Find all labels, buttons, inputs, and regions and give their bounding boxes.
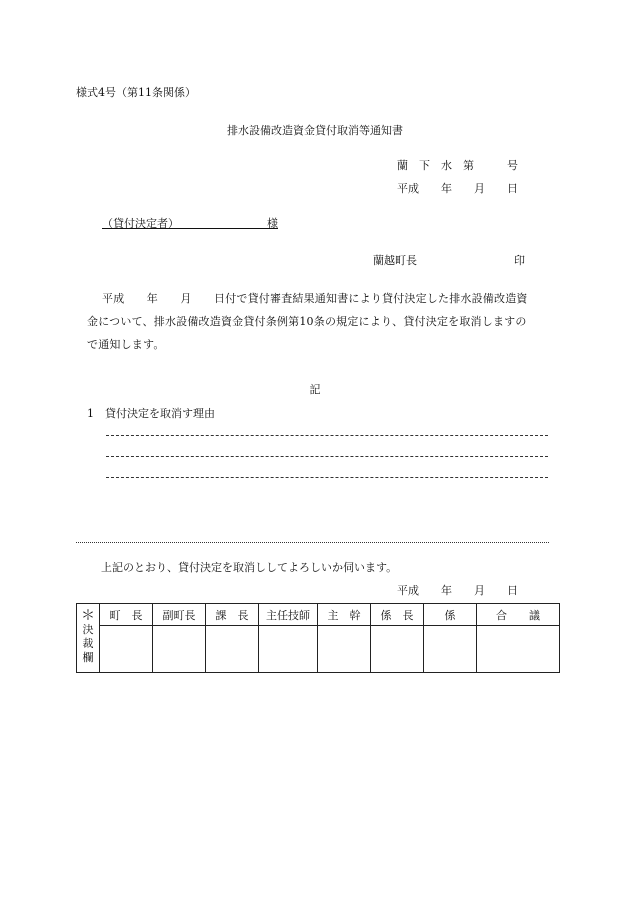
reason-line-1[interactable] bbox=[106, 435, 548, 436]
side-label-text: 決 裁 欄 bbox=[82, 623, 94, 664]
cut-line bbox=[76, 542, 549, 543]
reference-number: 蘭 下 水 第 号 bbox=[397, 159, 518, 172]
reason-line-2[interactable] bbox=[106, 456, 548, 457]
body-line-2: 金について、排水設備改造資金貸付条例第10条の規定により、貸付決定を取消しますの bbox=[87, 315, 527, 328]
form-number: 様式4号（第11条関係） bbox=[76, 86, 196, 99]
header-deputy-mayor: 副町長 bbox=[153, 604, 206, 626]
addressee bbox=[102, 215, 278, 231]
reason-heading: 1 貸付決定を取消す理由 bbox=[87, 407, 215, 420]
addressee-honorific: 様 bbox=[267, 217, 278, 230]
approval-request: 上記のとおり、貸付決定を取消ししてよろしいか伺います。 bbox=[101, 561, 398, 574]
header-supervisor: 主 幹 bbox=[318, 604, 371, 626]
stamp-cell-subsection-chief[interactable] bbox=[371, 626, 424, 673]
stamp-cell-section-chief[interactable] bbox=[206, 626, 259, 673]
header-consultation: 合 議 bbox=[477, 604, 560, 626]
approval-table bbox=[76, 603, 560, 673]
ki-heading: 記 bbox=[309, 383, 321, 396]
stamp-cell-consultation[interactable] bbox=[477, 626, 560, 673]
issue-date: 平成 年 月 日 bbox=[397, 182, 518, 195]
body-line-3: で通知します。 bbox=[87, 338, 165, 351]
header-subsection-chief: 係 長 bbox=[371, 604, 424, 626]
header-staff: 係 bbox=[424, 604, 477, 626]
header-section-chief: 課 長 bbox=[206, 604, 259, 626]
issuer: 蘭越町長 bbox=[373, 254, 417, 267]
approval-date: 平成 年 月 日 bbox=[397, 584, 518, 597]
document-title: 排水設備改造資金貸付取消等通知書 bbox=[227, 124, 403, 137]
body-line-1: 平成 年 月 日付で貸付審査結果通知書により貸付決定した排水設備改造資 bbox=[102, 292, 528, 305]
seal-mark: 印 bbox=[514, 254, 525, 267]
asterisk-icon: ＊ bbox=[81, 608, 95, 624]
stamp-cell-mayor[interactable] bbox=[100, 626, 153, 673]
stamp-cell-supervisor[interactable] bbox=[318, 626, 371, 673]
notice-body bbox=[87, 287, 557, 356]
header-chief-engineer: 主任技師 bbox=[259, 604, 318, 626]
header-mayor: 町 長 bbox=[100, 604, 153, 626]
addressee-label: （貸付決定者） bbox=[102, 217, 179, 230]
stamp-cell-chief-engineer[interactable] bbox=[259, 626, 318, 673]
reason-line-3[interactable] bbox=[106, 477, 548, 478]
approval-side-label bbox=[77, 604, 100, 673]
stamp-cell-staff[interactable] bbox=[424, 626, 477, 673]
stamp-cell-deputy-mayor[interactable] bbox=[153, 626, 206, 673]
addressee-blank[interactable]: ＿＿＿＿＿＿＿＿ bbox=[179, 217, 267, 230]
